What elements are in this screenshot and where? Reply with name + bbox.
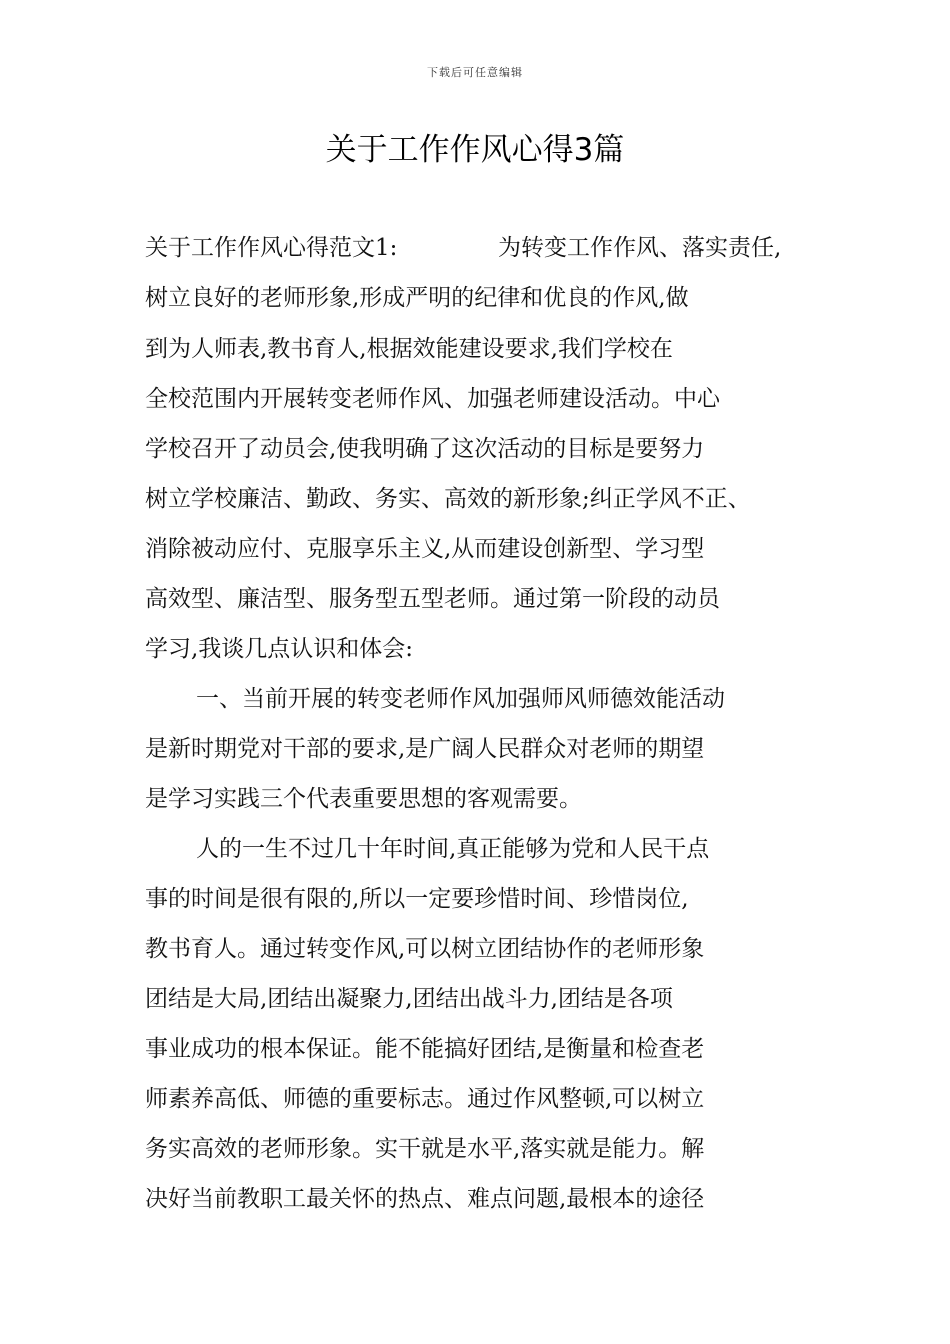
paragraph-line: 为转变工作作风、落实责任, [498,235,782,261]
paragraph-line: 全校范围内开展转变老师作风、加强老师建设活动。中心 [145,386,720,412]
paragraph-line: 树立良好的老师形象,形成严明的纪律和优良的作风,做 [145,285,689,311]
paragraph-line: 到为人师表,教书育人,根据效能建设要求,我们学校在 [145,336,673,362]
lead-label: 关于工作作风心得范文1: [145,235,398,261]
paragraph-line: 务实高效的老师形象。实干就是水平,落实就是能力。解 [145,1136,705,1162]
paragraph-line: 高效型、廉洁型、服务型五型老师。通过第一阶段的动员 [145,586,720,612]
paragraph-line: 是新时期党对干部的要求,是广阔人民群众对老师的期望 [145,736,705,762]
paragraph-line: 树立学校廉洁、勤政、务实、高效的新形象;纠正学风不正、 [145,486,751,512]
paragraph-line: 是学习实践三个代表重要思想的客观需要。 [145,786,582,812]
header-note: 下载后可任意编辑 [427,66,523,79]
paragraph-line: 教书育人。通过转变作风,可以树立团结协作的老师形象 [145,936,705,962]
paragraph-line: 事业成功的根本保证。能不能搞好团结,是衡量和检查老 [145,1036,705,1062]
paragraph-line: 学习,我谈几点认识和体会: [145,636,414,662]
paragraph-line: 事的时间是很有限的,所以一定要珍惜时间、珍惜岗位, [145,886,689,912]
paragraph-line: 师素养高低、师德的重要标志。通过作风整顿,可以树立 [145,1086,705,1112]
paragraph-line: 一、当前开展的转变老师作风加强师风师德效能活动 [196,686,725,712]
paragraph-line: 人的一生不过几十年时间,真正能够为党和人民干点 [196,836,710,862]
paragraph-line: 消除被动应付、克服享乐主义,从而建设创新型、学习型 [145,536,705,562]
paragraph-line: 决好当前教职工最关怀的热点、难点问题,最根本的途径 [145,1186,705,1212]
document-title: 关于工作作风心得3篇 [325,132,625,168]
paragraph-line: 团结是大局,团结出凝聚力,团结出战斗力,团结是各项 [145,986,673,1012]
paragraph-line: 学校召开了动员会,使我明确了这次活动的目标是要努力 [145,436,705,462]
